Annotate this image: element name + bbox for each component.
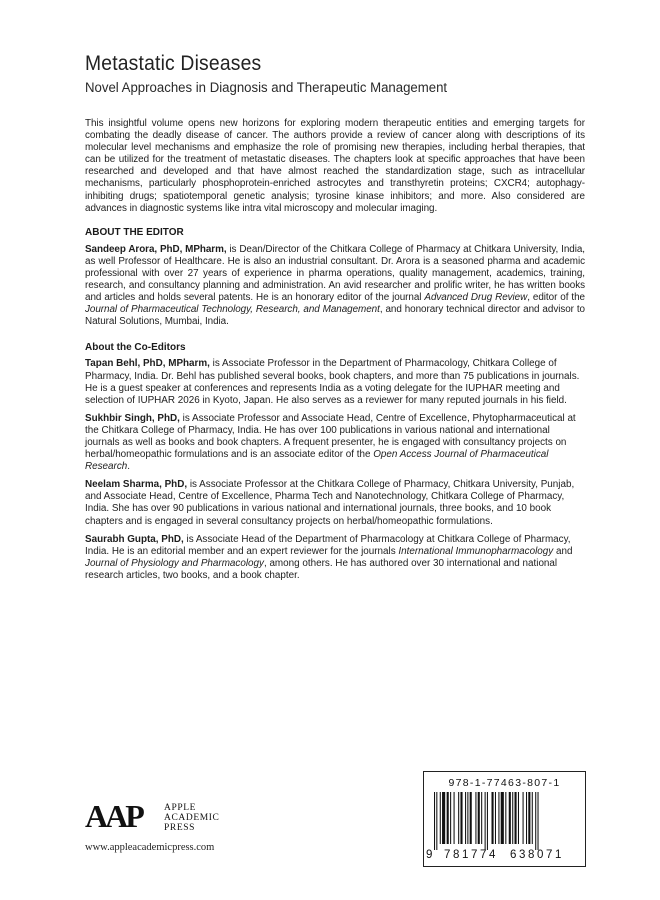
coeditor-bio-text: is Associate Professor at the Chitkara College of Pharmacy, Chitkara University, Punjab, and Associate Head, Centre of Excellence, Pharma Tech and Nanotechnology, Chitkara College of Pharmacy, India. She has over 90 publications in various national and international journals, three books, and 10 book chapters and is engaged in several consultancy projects on herbal/homeopathic formulations.	[85, 479, 575, 527]
barcode-bar	[440, 792, 441, 844]
coeditor-bio-sharma	[85, 479, 585, 527]
book-subtitle: Novel Approaches in Diagnosis and Therapeutic Management	[85, 80, 448, 96]
coeditor-bio-gupta	[85, 534, 585, 582]
editor-name: Sandeep Arora, PhD, MPharm,	[85, 243, 227, 255]
barcode-bar	[442, 792, 445, 844]
coeditors-heading: About the Co-Editors	[85, 342, 186, 354]
coeditor-bio-behl	[85, 358, 585, 406]
barcode-bar	[460, 792, 462, 844]
back-cover-content	[85, 52, 585, 588]
barcode-bar	[465, 792, 466, 844]
publisher-name-line3: PRESS	[164, 823, 195, 833]
isbn-number: 978-1-77463-807-1	[448, 777, 561, 789]
coeditor-bio-text2: and	[553, 545, 573, 557]
book-description: This insightful volume opens new horizons for exploring modern therapeutic entities and emerging targets for combating the deadly disease of cancer. The authors provide a review of cancer along with descriptions of its molecular level mechanisms and emphasize the role of promising new therapies, including herbal therapies, that can be utilized for the treatment of metastatic diseases. The chapters look at specific approaches that have been researched and developed and that have almost reached the standardization stage, such as intracellular mechanisms, particularly phosphoprotein-enriched astrocytes and transthyretin proteins; CXCR4; autophagy-inhibiting drugs; spatiotemporal genetic analysis; tyrosine kinase inhibitors; and more. Also considered are advances in diagnostic systems like intra vital microscopy and molecular imaging.	[85, 118, 585, 214]
barcode-bar	[450, 792, 451, 844]
publisher-name-line1: APPLE	[164, 803, 197, 813]
editor-bio-text1: is Dean/Director of the Chitkara College of Pharmacy at Chitkara University, India, as well Professor of Healthcare. He is also an industrial consultant. Dr. Arora is a seasoned pharma and academic professional with over 27 years of experience in pharma operations, quality management, academics, training, research, and consultancy planning and administration. An avid researcher and prolific writer, he has written books and articles and holds several patents. He is an honorary editor of the journal	[85, 243, 585, 304]
barcode-bar	[481, 792, 482, 844]
publisher-website: www.appleacademicpress.com	[85, 842, 215, 853]
barcode-bar	[501, 792, 504, 844]
coeditor-name: Saurabh Gupta, PhD,	[85, 533, 184, 545]
barcode-bar	[509, 792, 511, 844]
barcode-bar	[467, 792, 468, 844]
barcode-bar	[485, 792, 486, 850]
barcode-bar	[434, 792, 435, 850]
barcode-bar	[512, 792, 513, 844]
editor-journal1: Advanced Drug Review	[424, 292, 528, 304]
coeditor-bio-singh	[85, 413, 585, 473]
publisher-name	[164, 803, 219, 833]
coeditor-bio-text: is Associate Professor and Associate Head, Centre of Excellence, Phytopharmaceutical at the Chitkara College of Pharmacy, India. He has over 100 publications in various national and international journals as well as books and book chapters. A frequent presenter, he is engaged with consultancy projects on herbal/homeopathic formulations and is an associate editor of the	[85, 412, 576, 461]
book-title: Metastatic Diseases	[85, 52, 262, 75]
barcode-bar	[487, 792, 488, 850]
barcode-bar	[454, 792, 455, 844]
barcode-bar	[526, 792, 527, 844]
coeditor-bio-text1: is Associate Head of the Department of Pharmacology at Chitkara College of Pharmacy, India. He is an editorial member and an expert reviewer for the journals	[85, 533, 571, 557]
barcode-bars	[434, 792, 577, 850]
barcode-bar	[518, 792, 519, 844]
barcode-digit-first: 9	[426, 849, 433, 861]
barcode-bar	[447, 792, 449, 844]
coeditor-journal1: International Immunopharmacology	[398, 545, 554, 557]
editor-bio	[85, 244, 585, 329]
coeditor-bio-text: is Associate Professor in the Department of Pharmacology, Chitkara College of Pharmacy, India. Dr. Behl has published several books, book chapters, and more than 75 publications in journals. He is a guest speaker at conferences and represents India as a voting delegate for the IUPHAR meeting and selection of IUPHAR 2026 in Kyoto, Japan. He also serves as a reviewer for many reputed journals in his field.	[85, 358, 580, 406]
barcode-bar	[498, 792, 499, 844]
barcode-bar	[475, 792, 476, 844]
barcode-bar	[532, 792, 533, 844]
about-editor-heading: ABOUT THE EDITOR	[85, 226, 184, 238]
barcode-bar	[515, 792, 517, 844]
publisher-name-line2: ACADEMIC	[164, 813, 220, 823]
barcode-bar	[505, 792, 506, 844]
barcode-bar	[528, 792, 530, 844]
barcode-bar	[535, 792, 536, 850]
publisher-logo	[85, 800, 305, 860]
barcode-bar	[492, 792, 494, 844]
editor-bio-text3: , and honorary technical director and advisor to Natural Solutions, Mumbai, India.	[85, 304, 585, 328]
coeditor-name: Sukhbir Singh, PhD,	[85, 412, 180, 424]
barcode-bar	[495, 792, 496, 844]
coeditor-name: Tapan Behl, PhD, MPharm,	[85, 358, 210, 370]
barcode-bar	[436, 792, 437, 850]
isbn-barcode	[423, 771, 586, 867]
editor-bio-text2: , editor of the	[527, 292, 586, 304]
coeditor-journal2: Journal of Physiology and Pharmacology	[85, 557, 264, 569]
logo-mark-text: AAP	[85, 798, 142, 834]
barcode-bar	[523, 792, 524, 844]
coeditor-journal: Open Access Journal of Pharmaceutical Research	[85, 449, 549, 473]
barcode-digits-left: 781774	[444, 849, 498, 861]
coeditor-bio-end: .	[127, 461, 131, 473]
coeditor-name: Neelam Sharma, PhD,	[85, 479, 188, 491]
barcode-bar	[458, 792, 459, 844]
barcode-bar	[538, 792, 539, 850]
barcode-bar	[470, 792, 472, 844]
barcode-digits-right: 638071	[510, 849, 564, 861]
barcode-bar	[478, 792, 480, 844]
aap-logo-mark	[85, 800, 142, 832]
editor-journal2: Journal of Pharmaceutical Technology, Research, and Management	[85, 304, 380, 316]
coeditor-bio-text3: , among others. He has authored over 30 international and national research articles, two books, and a book chapter.	[85, 557, 558, 581]
